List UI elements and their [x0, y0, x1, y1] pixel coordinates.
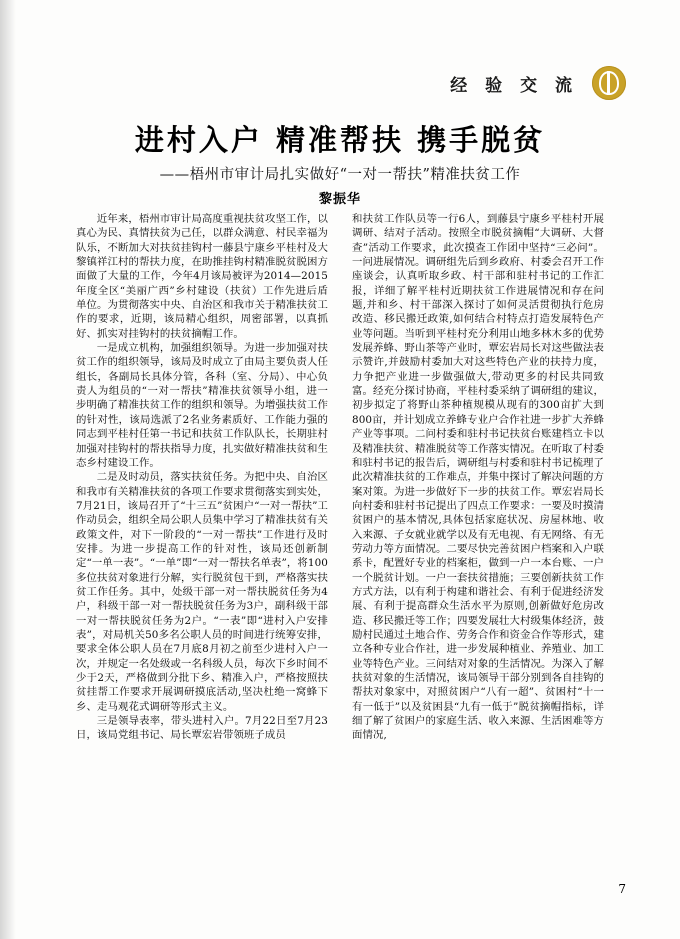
page-number: 7 — [618, 882, 626, 896]
article-title: 进村入户 精准帮扶 携手脱贫 — [134, 123, 546, 157]
section-header — [450, 66, 626, 100]
paragraph: 和扶贫工作队员等一行6人，到藤县宁康乡平桂村开展调研、结对子活动。按照全市脱贫摘帽“大调研、大督查”活动工作要求，此次摸查工作团中坚持“三必问”。一问进展情况。调研组先后到乡政府、村委会召开工作座谈会，认真听取乡政、村干部和驻村书记的工作汇报，详细了解平桂村近期扶贫工作进展情况和存在问题,并和乡、村干部深入探讨了如何灵活贯彻执行危房改造、移民搬迁政策,如何结合村特点打造发展特色产业等问题。当听到平桂村充分利用山地多林木多的优势发展养蜂、野山茶等产业时，覃宏岩局长对这些做法表示赞许,并鼓励村委加大对这些特色产业的扶持力度，力争把产业进一步做强做大,带动更多的村民共同致富。经充分探讨协商，平桂村委采纳了调研组的建议，初步拟定了将野山茶种植规模从现有的300亩扩大到800亩，并计划成立养蜂专业户合作社进一步扩大养蜂产业等事项。二问村委和驻村书记扶贫台账建档立卡以及精准扶贫、精准脱贫等工作落实情况。在听取了村委和驻村书记的报告后，调研组与村委和驻村书记梳理了此次精准扶贫的工作难点，并集中探讨了解决问题的方案对策。为进一步做好下一步的扶贫工作。覃宏岩局长向村委和驻村书记提出了四点工作要求：一要及时摸清贫困户的基本情况,具体包括家庭状况、房屋林地、收入来源、子女就业就学以及有无电视、有无网络、有无劳动力等方面情况。二要尽快完善贫困户档案和入户联系卡，配置好专业的档案柜，做到一户一本台账、一户一个脱贫计划。一户一套扶贫措施；三要创新扶贫工作方式方法，以有利于构建和谐社会、有利于促进经济发展、有利于提高群众生活水平为原则,创新做好危房改造、移民搬迁等工作；四要发展壮大村级集体经济，鼓励村民通过土地合作、劳务合作和资金合作等形式，建立各种专业合作社，进一步发展种植业、养殖业、加工业等特色产业。三问结对对象的生活情况。为深入了解扶贫对象的生活情况，该局领导干部分别到各自挂钩的帮扶对象家中，对照贫困户“八有一超”、贫困村“十一有一低于”以及贫困县“九有一低于”脱贫摘帽指标，详细了解了贫困户的家庭生活、收入来源、生活困难等方面情况, — [352, 213, 604, 742]
paragraph: 近年来，梧州市审计局高度重视扶贫攻坚工作，以真心为民、真情扶贫为己任，以群众满意、村民幸福为队乐，不断加大对扶贫挂钩村一藤县宁康乡平桂村及大黎镇祥江村的帮扶力度，在助推挂钩村精准脱贫脱困方面做了大量的工作，今年4月该局被评为2014—2015年度全区“美丽广西”乡村建设（扶贫）工作先进后盾单位。为贯彻落实中央、自治区和我市关于精准扶贫工作的要求，近期，该局精心组织，周密部署，以真抓好、抓实对挂钩村的扶贫摘帽工作。 — [76, 213, 328, 340]
paragraph: 三是领导表率，带头进村入户。7月22日至7月23日，该局党组书记、局长覃宏岩带领班子成员 — [76, 715, 328, 742]
article-author: 黎振华 — [318, 192, 361, 207]
column-left — [76, 212, 328, 872]
paragraph: 二是及时动员，落实扶贫任务。为把中央、自治区和我市有关精准扶贫的各项工作要求贯彻落实到实处，7月21日，该局召开了“十三五”贫困户“一对一帮扶”工作动员会，组织全局公职人员集中学习了精准扶贫有关政策文件，对下一阶段的“一对一帮扶”工作进行及时安排。为进一步提高工作的针对性，该局还创新制定“一单一表”。“一单”即“一对一帮扶名单表”，将100多位扶贫对象进行分解，实行脱贫包干到，严格落实扶贫工作任务。其中，处级干部一对一帮扶脱贫任务为4户，科级干部一对一帮扶脱贫任务为3户，副科级干部一对一帮扶脱贫任务为2户。“一表”即“进村入户安排表”，对局机关50多名公职人员的时间进行统筹安排，要求全体公职人员在7月底8月初之前至少进村入户一次，并规定一名处级或一名科级人员，每次下乡时间不少于2天，严格做到分批下乡、精准入户，严格按照扶贫挂帮工作要求开展调研摸底活动,坚决杜绝一窝蜂下乡、走马观花式调研等形式主义。 — [76, 471, 328, 713]
paragraph: 一是成立机构，加强组织领导。为进一步加强对扶贫工作的组织领导，该局及时成立了由局主要负责人任组长，各副局长具体分管，各科（室、分局）、中心负责人为组员的“一对一帮扶”精准扶贫领导小组，进一步明确了精准扶贫工作的组织和领导。为增强扶贫工作的针对性，该局选派了2名业务素质好、工作能力强的同志到平桂村任第一书记和扶贫工作队队长，长期驻村加强对挂钩村的帮扶指导力度，扎实做好精准扶贫和生态乡村建设工作。 — [76, 342, 328, 469]
coin-emblem-icon — [592, 66, 626, 100]
column-right — [352, 212, 604, 872]
section-title: 经 验 交 流 — [450, 75, 578, 96]
article-subtitle: ——梧州市审计局扎实做好“一对一帮扶”精准扶贫工作 — [159, 167, 521, 183]
article-body — [76, 212, 604, 872]
